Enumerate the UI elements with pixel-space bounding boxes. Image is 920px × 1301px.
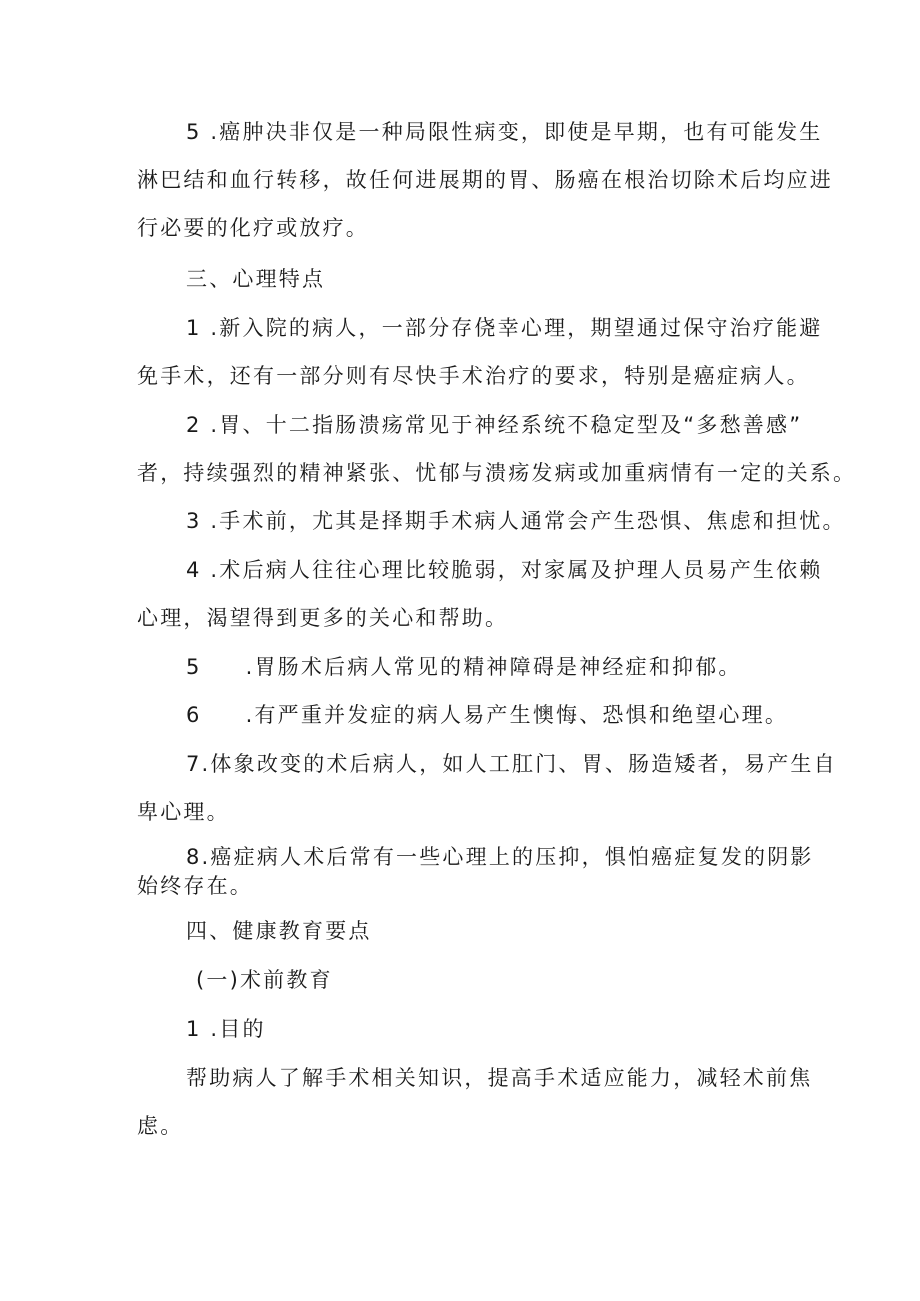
text-line: 虑。 bbox=[137, 1114, 184, 1138]
text-line: 淋巴结和血行转移，故任何进展期的胃、肠癌在根治切除术后均应进 bbox=[137, 168, 833, 192]
text-line: 帮助病人了解手术相关知识，提高手术适应能力，减轻术前焦 bbox=[186, 1066, 813, 1090]
text-line: 行必要的化疗或放疗。 bbox=[137, 216, 369, 240]
list-item bbox=[186, 652, 742, 682]
text-line: 1 .目的 bbox=[186, 1017, 266, 1041]
text-line: 心理，渴望得到更多的关心和帮助。 bbox=[137, 606, 509, 630]
text-line: 4 .术后病人往往心理比较脆弱，对家属及护理人员易产生依赖 bbox=[186, 558, 823, 582]
text-line: 始终存在。 bbox=[137, 874, 253, 898]
text-line: 卑心理。 bbox=[137, 800, 230, 824]
text-line: 5 .癌肿决非仅是一种局限性病变，即使是早期，也有可能发生 bbox=[186, 120, 823, 144]
item-text: .有严重并发症的病人易产生懊悔、恐惧和绝望心理。 bbox=[245, 703, 789, 727]
text-line: 3 .手术前，尤其是择期手术病人通常会产生恐惧、焦虑和担忧。 bbox=[186, 509, 846, 533]
text-line: 7.体象改变的术后病人，如人工肛门、胃、肠造矮者，易产生自 bbox=[186, 752, 837, 776]
section-heading: 三、心理特点 bbox=[186, 267, 326, 291]
item-number: 6 bbox=[186, 703, 202, 727]
text-line: 免手术，还有一部分则有尽快手术治疗的要求，特别是癌症病人。 bbox=[137, 364, 810, 388]
text-line: 2 .胃、十二指肠溃疡常见于神经系统不稳定型及“多愁善感” bbox=[186, 413, 803, 437]
list-item bbox=[186, 700, 788, 730]
text-line: 8.癌症病人术后常有一些心理上的压抑，惧怕癌症复发的阴影 bbox=[186, 845, 814, 869]
sub-heading: (一)术前教育 bbox=[196, 968, 333, 992]
item-number: 5 bbox=[186, 655, 202, 679]
item-text: .胃肠术后病人常见的精神障碍是神经症和抑郁。 bbox=[245, 655, 742, 679]
section-heading: 四、健康教育要点 bbox=[186, 919, 372, 943]
text-line: 者，持续强烈的精神紧张、忧郁与溃疡发病或加重病情有一定的关系。 bbox=[137, 461, 857, 485]
text-line: 1 .新入院的病人，一部分存侥幸心理，期望通过保守治疗能避 bbox=[186, 316, 823, 340]
